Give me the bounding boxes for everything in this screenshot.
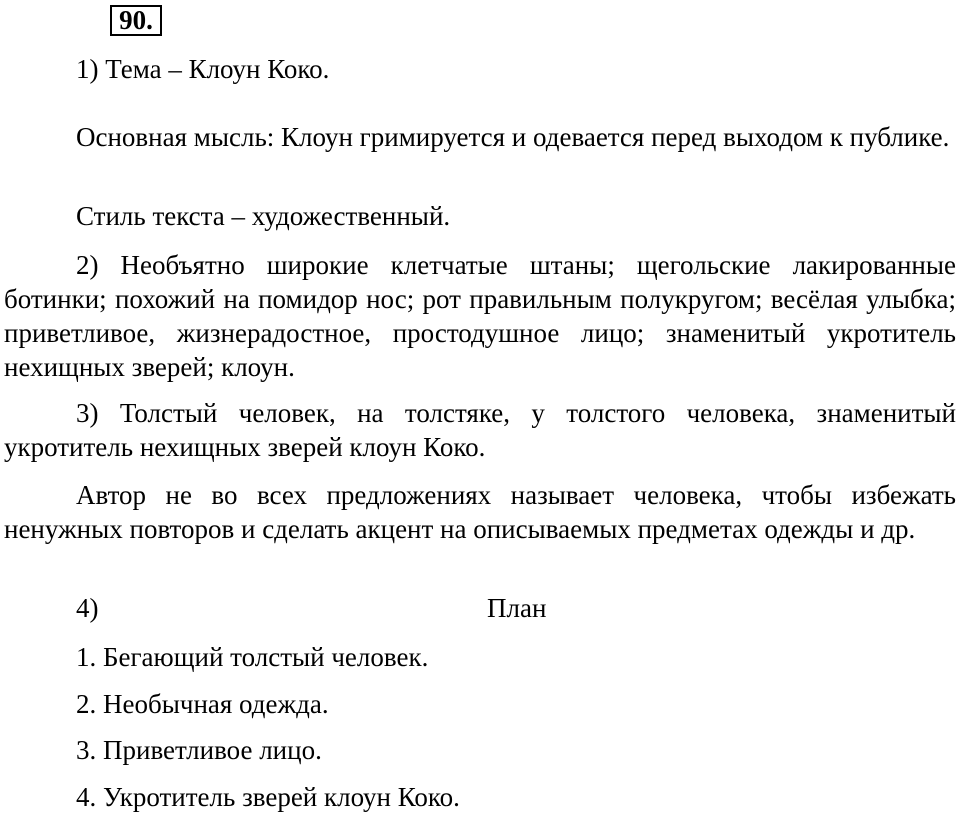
exercise-number: 90. bbox=[110, 5, 162, 36]
main-idea-paragraph: Основная мысль: Клоун гримируется и одевается перед выходом к публике. bbox=[76, 122, 950, 152]
plan-title: План bbox=[487, 593, 547, 623]
item2-paragraph: 2) Необъятно широкие клетчатые штаны; щегольские лакированные ботинки; похожий на помидор нос; рот правильным полукругом; весёлая улыбка; приветливое, жизнерадостное, простодушное лицо; знаменитый укротитель нехищных зверей; клоун. bbox=[4, 250, 956, 382]
plan-number: 4) bbox=[76, 593, 99, 623]
item3-paragraph: 3) Толстый человек, на толстяке, у толстого человека, знаменитый укротитель нехищных зверей клоун Коко. bbox=[4, 398, 956, 462]
plan-item: 2. Необычная одежда. bbox=[76, 689, 329, 719]
plan-item: 1. Бегающий толстый человек. bbox=[76, 642, 429, 672]
author-note-paragraph: Автор не во всех предложениях называет человека, чтобы избежать ненужных повторов и сделать акцент на описываемых предметах одежды и др. bbox=[4, 480, 956, 544]
plan-item: 3. Приветливое лицо. bbox=[76, 735, 322, 765]
theme-line: 1) Тема – Клоун Коко. bbox=[76, 54, 330, 84]
plan-item: 4. Укротитель зверей клоун Коко. bbox=[76, 782, 460, 812]
style-line: Стиль текста – художественный. bbox=[76, 201, 451, 231]
